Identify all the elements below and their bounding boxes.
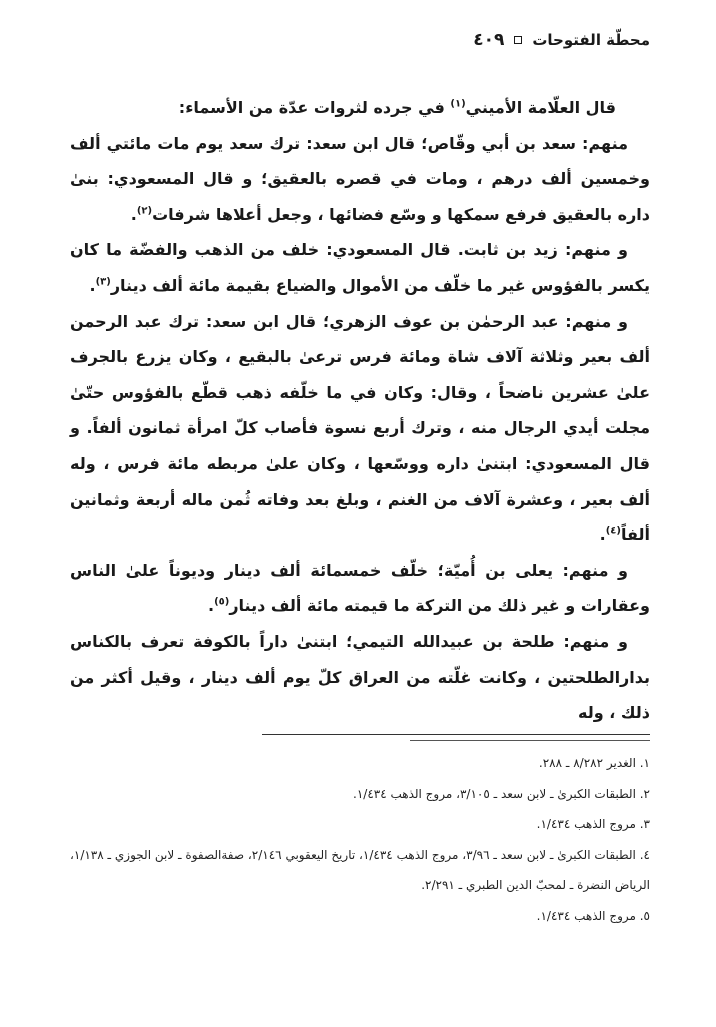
footnote-ref-1: (١) xyxy=(450,98,466,110)
footnote-ref-4: (٤) xyxy=(605,525,621,537)
paragraph-yala: و منهم: يعلى بن أُميّة؛ خلّف خمسمائة ألف دينار وديوناً علىٰ الناس وعقارات و غير ذلك من التركة ما قيمته مائة ألف دينار$^{(٥)}$. xyxy=(70,560,650,616)
paragraph-intro: قال العلّامة الأميني$^{(١)}$ في جرده لثروات عدّة من الأسماء: xyxy=(178,98,616,117)
footnote-ref-5: (٥) xyxy=(214,596,230,608)
footnote-4: ٤. الطبقات الكبرىٰ ـ لابن سعد ـ ٣/٩٦، مروج الذهب ١/٤٣٤، تاريخ اليعقوبي ٢/١٤٦، صفةالصفوة ـ لابن الجوزي ـ ١/١٣٨، الرياض النضرة ـ لمحبّ الدين الطبري ـ ٢/٢٩١. xyxy=(70,847,650,892)
footnote-2: ٢. الطبقات الكبرىٰ ـ لابن سعد ـ ٣/١٠٥، مروج الذهب ١/٤٣٤. xyxy=(353,786,650,801)
main-text xyxy=(70,90,650,731)
footnote-ref-3: (٣) xyxy=(95,276,111,288)
running-header xyxy=(473,30,650,50)
footnote-5: ٥. مروج الذهب ١/٤٣٤. xyxy=(536,908,650,923)
paragraph-abdulrahman: و منهم: عبد الرحمٰن بن عوف الزهري؛ قال ابن سعد: ترك عبد الرحمن ألف بعير وثلاثة آلاف شاة ومائة فرس ترعىٰ بالبقيع ، وكان يزرع بالجرف علىٰ عشرين ناضحاً ، وقال: وكان في ما خلّفه ذهب قطّع بالفؤوس حتّىٰ مجلت أيدي الرجال منه ، وترك أربع نسوة فأصاب كلّ امرأة ثمانون ألفاً. و قال المسعودي: ابتنىٰ داره ووسّعها ، وكان علىٰ مربطه مائة فرس ، وله ألف بعير ، وعشرة آلاف من الغنم ، وبلغ بعد وفاته ثُمن ماله أربعة وثمانين ألفاً$^{(٤)}$. xyxy=(70,311,650,545)
footnotes xyxy=(70,748,650,931)
page-number: ٤٠٩ xyxy=(473,30,505,50)
header-title: محطّة الفتوحات xyxy=(532,31,650,49)
footnote-ref-2: (٢) xyxy=(136,205,153,217)
header-separator-square xyxy=(514,36,522,44)
footnote-1: ١. الغدير ٨/٢٨٢ ـ ٢٨٨. xyxy=(538,756,650,770)
paragraph-saad: منهم: سعد بن أبي وقّاص؛ قال ابن سعد: ترك سعد يوم مات مائتي ألف وخمسين ألف درهم ، ومات في قصره بالعقيق؛ و قال المسعودي: بنىٰ داره بالعقيق فرفع سمكها و وسّع فضائها ، وجعل أعلاها شرفات$^{(٢)}$. xyxy=(70,133,650,224)
footnote-divider-short xyxy=(410,740,650,741)
paragraph-zaid: و منهم: زيد بن ثابت. قال المسعودي: خلف من الذهب والفضّة ما كان يكسر بالفؤوس غير ما خلّف من الأموال والضياع بقيمة مائة ألف دينار$^{(٣)}$. xyxy=(70,240,650,295)
paragraph-talha: و منهم: طلحة بن عبيدالله التيمي؛ ابتنىٰ داراً بالكوفة تعرف بالكناس بدارالطلحتين ، وكانت غلّته من العراق كلّ يوم ألف دينار ، وقيل أكثر من ذلك ، وله xyxy=(70,631,650,723)
footnote-divider xyxy=(262,734,650,735)
footnote-3: ٣. مروج الذهب ١/٤٣٤. xyxy=(536,817,650,831)
